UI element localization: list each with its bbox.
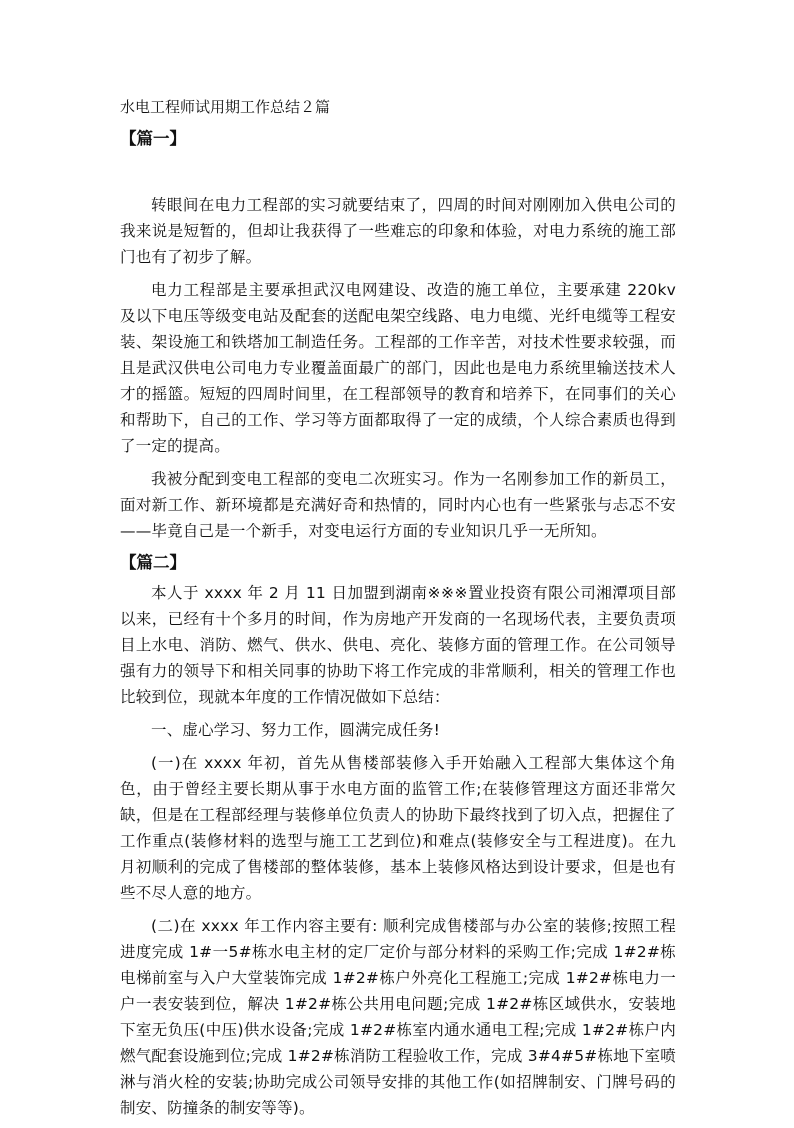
document-body [120,94,676,1128]
document-title: 水电工程师试用期工作总结２篇 [120,98,331,116]
paragraph-2-3: (一)在 xxxx 年初，首先从售楼部装修入手开始融入工程部大集体这个角色，由于曾经主要长期从事于水电方面的监管工作;在装修管理这方面还非常欠缺，但是在工程部经理与装修单位负责人的协助下最终找到了切入点，把握住了工作重点(装修材料的选型与施工工艺到位)和难点(装修安全与工程进度)。在九月初顺利的完成了售楼部的整体装修，基本上装修风格达到设计要求，但是也有些不尽人意的地方。 [120,754,676,902]
spacer [120,152,676,192]
section-heading-2: 【篇二】 [120,553,186,572]
paragraph-1-1: 转眼间在电力工程部的实习就要结束了，四周的时间对刚刚加入供电公司的我来说是短暂的，但却让我获得了一些难忘的印象和体验，对电力系统的施工部门也有了初步了解。 [120,196,676,266]
section-heading-1: 【篇一】 [120,129,186,148]
paragraph-2-1: 本人于 xxxx 年 2 月 11 日加盟到湖南※※※置业投资有限公司湘潭项目部以来，已经有十个多月的时间，作为房地产开发商的一名现场代表，主要负责项目上水电、消防、燃气、供水、供电、亮化、装修方面的管理工作。在公司领导强有力的领导下和相关同事的协助下将工作完成的非常顺利，相关的管理工作也比较到位，现就本年度的工作情况做如下总结： [120,584,676,706]
paragraph-2-4: (二)在 xxxx 年工作内容主要有: 顺利完成售楼部与办公室的装修;按照工程进度完成 1#一5#栋水电主材的定厂定价与部分材料的采购工作;完成 1#2#栋电梯前室与入户大堂装饰完成 1#2#栋户外亮化工程施工;完成 1#2#栋电力一户一表安装到位，解决 1#2#栋公共用电问题;完成 1#2#栋区域供水，安装地下室无负压(中压)供水设备;完成 1#2#栋室内通水通电工程;完成 1#2#栋户内燃气配套设施到位;完成 1#2#栋消防工程验收工作，完成 3#4#5#栋地下室喷淋与消火栓的安装;协助完成公司领导安排的其他工作(如招牌制安、门牌号码的制安、防撞条的制安等等)。 [120,917,676,1117]
paragraph-1-2: 电力工程部是主要承担武汉电网建设、改造的施工单位，主要承建 220kv 及以下电压等级变电站及配套的送配电架空线路、电力电缆、光纤电缆等工程安装、架设施工和铁塔加工制造任务。工程部的工作辛苦，对技术性要求较强，而且是武汉供电公司电力专业覆盖面最广的部门，因此也是电力系统里输送技术人才的摇篮。短短的四周时间里，在工程部领导的教育和培养下，在同事们的关心和帮助下，自己的工作、学习等方面都取得了一定的成绩，个人综合素质也得到了一定的提高。 [120,281,676,455]
paragraph-1-3: 我被分配到变电工程部的变电二次班实习。作为一名刚参加工作的新员工，面对新工作、新环境都是充满好奇和热情的，同时内心也有一些紧张与忐忑不安——毕竟自己是一个新手，对变电运行方面的专业知识几乎一无所知。 [120,470,676,540]
paragraph-2-2: 一、虚心学习、努力工作，圆满完成任务! [151,721,441,739]
